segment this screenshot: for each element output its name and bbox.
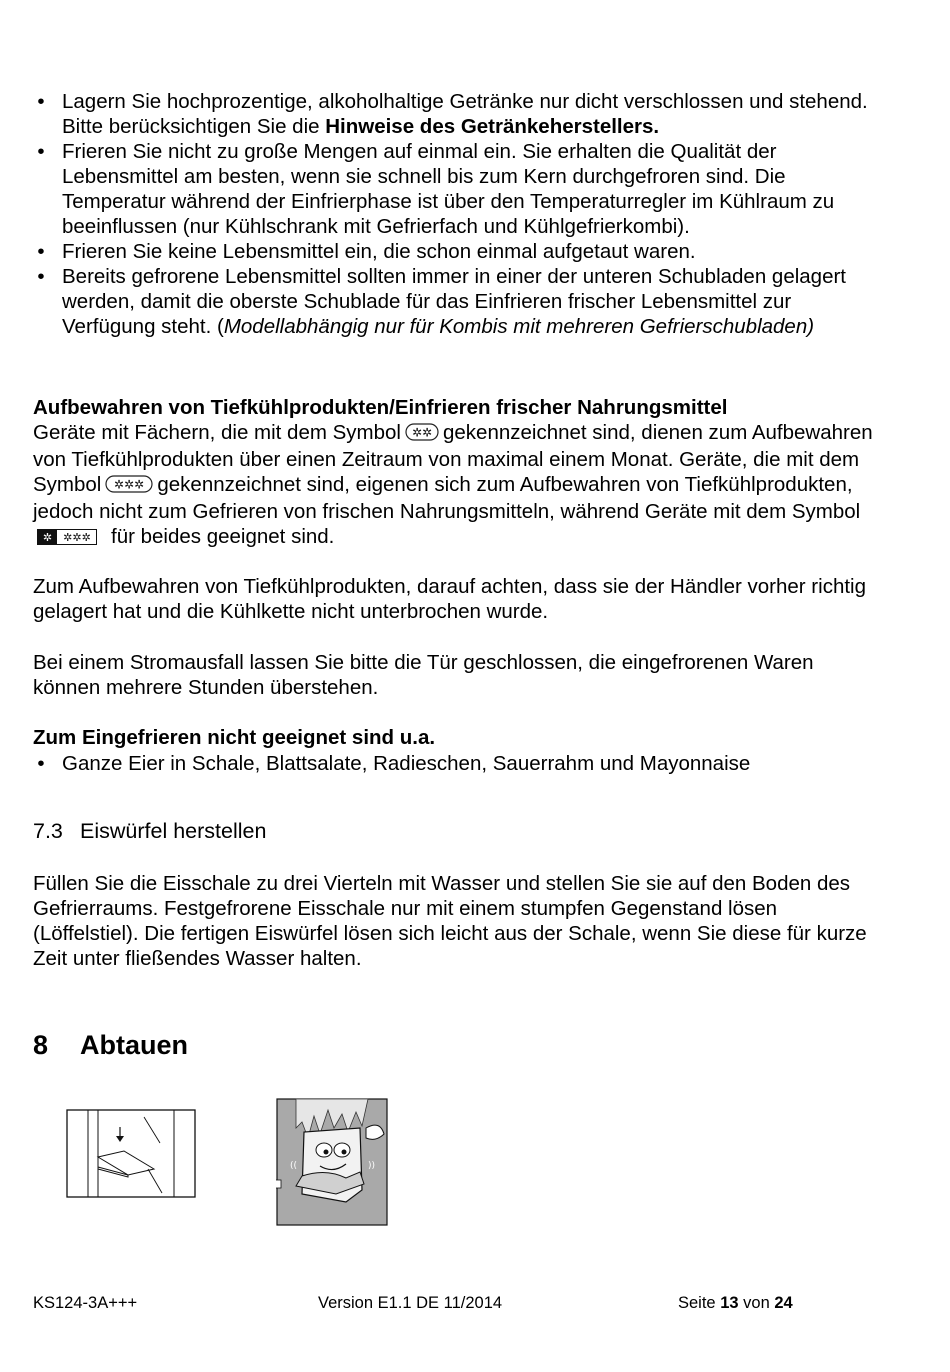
storage-paragraph — [33, 420, 883, 551]
svg-text:✲: ✲ — [42, 531, 53, 544]
chapter-title: Abtauen — [80, 1030, 188, 1060]
storage-heading: Aufbewahren von Tiefkühlprodukten/Einfrieren frischer Nahrungsmittel — [33, 396, 728, 419]
three-star-freezer-icon — [105, 474, 153, 499]
list-item — [33, 239, 883, 264]
bullet-marker: • — [37, 265, 45, 288]
unsuitable-heading: Zum Eingefrieren nicht geeignet sind u.a. — [33, 726, 436, 749]
bullet-marker: • — [37, 90, 45, 113]
footer-model: KS124-3A+++ — [33, 1294, 138, 1312]
bullet-text: Frieren Sie keine Lebensmittel ein, die schon einmal aufgetaut waren. — [62, 240, 696, 263]
svg-text:✲✲: ✲✲ — [411, 425, 433, 440]
page-current: 13 — [720, 1294, 739, 1312]
ice-cube-paragraph — [33, 871, 883, 971]
svg-text:((: (( — [290, 1161, 298, 1171]
footer-page-number — [678, 1293, 793, 1313]
ice-buildup-illustration — [276, 1098, 389, 1231]
list-item — [33, 751, 883, 776]
cold-chain-paragraph — [33, 574, 883, 624]
bullet-text: Lagern Sie hochprozentige, alkoholhaltige Getränke nur dicht verschlossen und stehend. Bitte berücksichtigen Sie die — [62, 90, 868, 138]
bullet-text: Ganze Eier in Schale, Blattsalate, Radieschen, Sauerrahm und Mayonnaise — [62, 752, 751, 775]
four-star-freezer-icon — [37, 526, 97, 551]
storage-text-1: Geräte mit Fächern, die mit dem Symbol — [33, 421, 401, 444]
list-item — [33, 264, 883, 339]
power-failure-paragraph — [33, 650, 883, 700]
storage-tips-list — [33, 89, 883, 339]
defrost-drain-illustration — [66, 1109, 197, 1204]
bullet-text: Frieren Sie nicht zu große Mengen auf einmal ein. Sie erhalten die Qualität der Lebensmittel am besten, wenn sie schnell bis zum Kern durchgefroren sind. Die Temperatur während der Einfrierphase ist über den Temperaturregler im Kühlraum zu beeinflussen (nur Kühlschrank mit Gefrierfach und Kühlgefrierkombi). — [62, 140, 835, 238]
bullet-marker: • — [37, 140, 45, 163]
bullet-text: Modellabhängig nur für Kombis mit mehreren Gefrierschubladen) — [223, 315, 815, 338]
chapter-number: 8 — [33, 1030, 49, 1060]
bullet-marker: • — [37, 752, 45, 775]
footer-version: Version E1.1 DE 11/2014 — [318, 1294, 503, 1312]
storage-text-4: gekennzeichnet sind, eigenen sich zum Aufbewahren von Tiefkühlprodukten, jedoch nicht zum Gefrieren von frischen Nahrungsmitteln, während Geräte mit dem Symbol — [33, 473, 861, 523]
bullet-marker: • — [37, 240, 45, 263]
section-title: Eiswürfel herstellen — [80, 819, 267, 843]
section-number: 7.3 — [33, 819, 63, 843]
page-total: 24 — [774, 1294, 793, 1312]
two-star-freezer-icon — [405, 422, 439, 447]
power-failure-text: Bei einem Stromausfall lassen Sie bitte die Tür geschlossen, die eingefrorenen Waren können mehrere Stunden überstehen. — [33, 651, 814, 699]
bullet-text: Hinweise des Getränkeherstellers. — [325, 115, 660, 138]
list-item — [33, 89, 883, 139]
bullet-text: Bereits gefrorene Lebensmittel sollten immer in einer der unteren Schubladen gelagert werden, damit die oberste Schublade für das Einfrieren frischer Lebensmittel zur Verfügung steht. ( — [62, 265, 847, 338]
unsuitable-heading-block — [33, 725, 883, 750]
svg-text:✲✲✲: ✲✲✲ — [63, 531, 91, 544]
storage-text-2: gekennzeichnet sind, dienen zum Aufbewahren von Tiefkühlprodukten über einen Zeitraum von maximal einem Monat. — [33, 421, 873, 471]
cold-chain-text: Zum Aufbewahren von Tiefkühlprodukten, darauf achten, dass sie der Händler vorher richtig gelagert hat und die Kühlkette nicht unterbrochen wurde. — [33, 575, 866, 623]
section-7-3-heading — [33, 819, 266, 844]
list-item — [33, 139, 883, 239]
storage-section — [33, 395, 883, 551]
page-label: Seite — [678, 1294, 716, 1312]
storage-text-3: Geräte, die mit dem Symbol — [33, 448, 860, 496]
section-8-heading — [33, 1030, 188, 1061]
svg-text:)): )) — [368, 1161, 376, 1171]
storage-text-5: für beides geeignet sind. — [111, 525, 335, 548]
ice-cube-text: Füllen Sie die Eisschale zu drei Vierteln mit Wasser und stellen Sie sie auf den Boden des Gefrierraums. Festgefrorene Eisschale nur mit einem stumpfen Gegenstand lösen (Löffelstiel). Die fertigen Eiswürfel lösen sich leicht aus der Schale, wenn Sie diese für kurze Zeit unter fließendes Wasser halten. — [33, 872, 867, 970]
page-of-label: von — [743, 1294, 770, 1312]
unsuitable-list — [33, 751, 883, 776]
svg-text:✲✲✲: ✲✲✲ — [114, 477, 145, 492]
